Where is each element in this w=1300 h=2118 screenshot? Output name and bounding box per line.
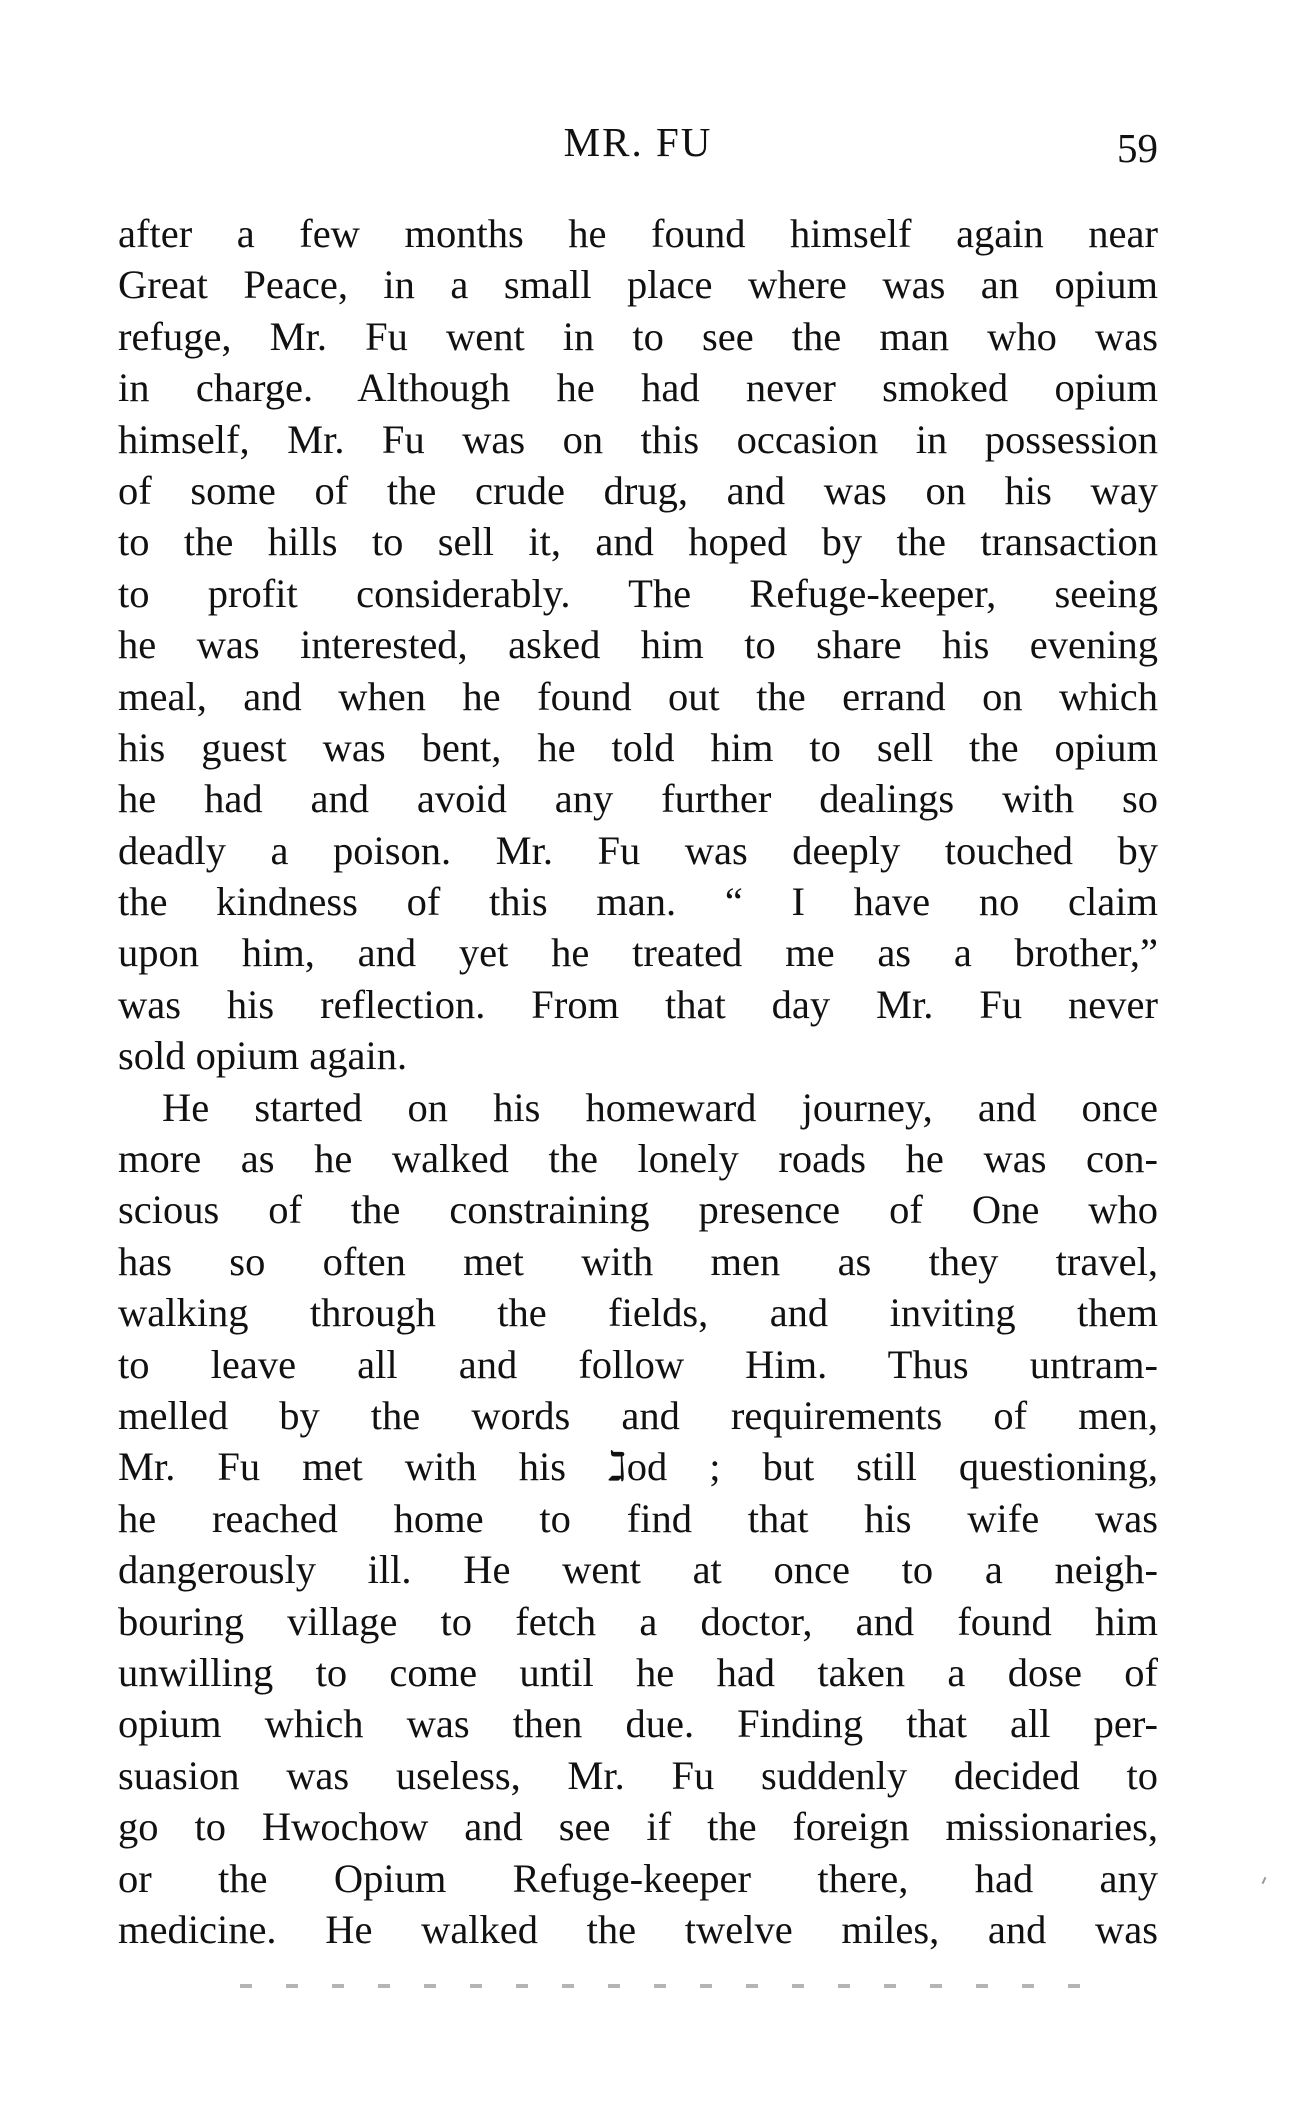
text-line: he had and avoid any further dealings with so — [118, 776, 1158, 822]
text-line: dangerously ill. He went at once to a neigh- — [118, 1547, 1158, 1593]
page-number: 59 — [1117, 125, 1158, 171]
text-line: to leave all and follow Him. Thus untram- — [118, 1341, 1158, 1387]
text-line: scious of the constraining presence of One who — [118, 1187, 1158, 1233]
text-line: or the Opium Refuge-keeper there, had any — [118, 1855, 1158, 1901]
text-line: go to Hwochow and see if the foreign missionaries, — [118, 1804, 1158, 1850]
scan-speck — [1262, 1877, 1267, 1884]
paragraph-1 — [118, 208, 1158, 1082]
text-line: he was interested, asked him to share his evening — [118, 622, 1158, 668]
text-line: sold opium again. — [118, 1033, 408, 1079]
text-line: his guest was bent, he told him to sell the opium — [118, 724, 1158, 770]
text-line: bouring village to fetch a doctor, and found him — [118, 1598, 1158, 1644]
text-line: to profit considerably. The Refuge-keeper, seeing — [118, 570, 1158, 616]
text-line: suasion was useless, Mr. Fu suddenly decided to — [118, 1752, 1158, 1798]
text-line: Mr. Fu met with his ℷod ; but still questioning, — [118, 1444, 1158, 1490]
text-line: the kindness of this man. “ I have no claim — [118, 879, 1158, 925]
text-line: unwilling to come until he had taken a dose of — [118, 1649, 1158, 1695]
text-line: melled by the words and requirements of men, — [118, 1392, 1158, 1438]
text-line: after a few months he found himself again near — [118, 211, 1158, 256]
paragraph-2 — [118, 1082, 1158, 1956]
text-line: he reached home to find that his wife was — [118, 1495, 1158, 1541]
text-line: medicine. He walked the twelve miles, and was — [118, 1906, 1158, 1952]
text-line: has so often met with men as they travel, — [118, 1238, 1158, 1284]
text-line: himself, Mr. Fu was on this occasion in possession — [118, 416, 1158, 462]
text-line: was his reflection. From that day Mr. Fu never — [118, 981, 1158, 1027]
text-line: to the hills to sell it, and hoped by the transaction — [118, 519, 1158, 565]
text-line: of some of the crude drug, and was on his way — [118, 467, 1158, 513]
running-head-title: MR. FU — [563, 119, 713, 165]
body-text — [118, 208, 1158, 1955]
text-line: in charge. Although he had never smoked opium — [118, 365, 1158, 411]
running-head — [118, 118, 1158, 178]
text-line: opium which was then due. Finding that all per- — [118, 1701, 1158, 1747]
text-line: upon him, and yet he treated me as a brother,” — [118, 930, 1158, 976]
text-line: walking through the fields, and inviting them — [118, 1290, 1158, 1336]
text-line: refuge, Mr. Fu went in to see the man who was — [118, 313, 1158, 359]
text-line: meal, and when he found out the errand on which — [118, 673, 1158, 719]
text-line: more as he walked the lonely roads he was con- — [118, 1136, 1158, 1182]
text-line: deadly a poison. Mr. Fu was deeply touched by — [118, 827, 1158, 873]
show-through-ghost-line — [240, 1984, 1080, 1988]
text-line: He started on his homeward journey, and once — [162, 1084, 1158, 1130]
text-line: Great Peace, in a small place where was an opium — [118, 262, 1158, 308]
